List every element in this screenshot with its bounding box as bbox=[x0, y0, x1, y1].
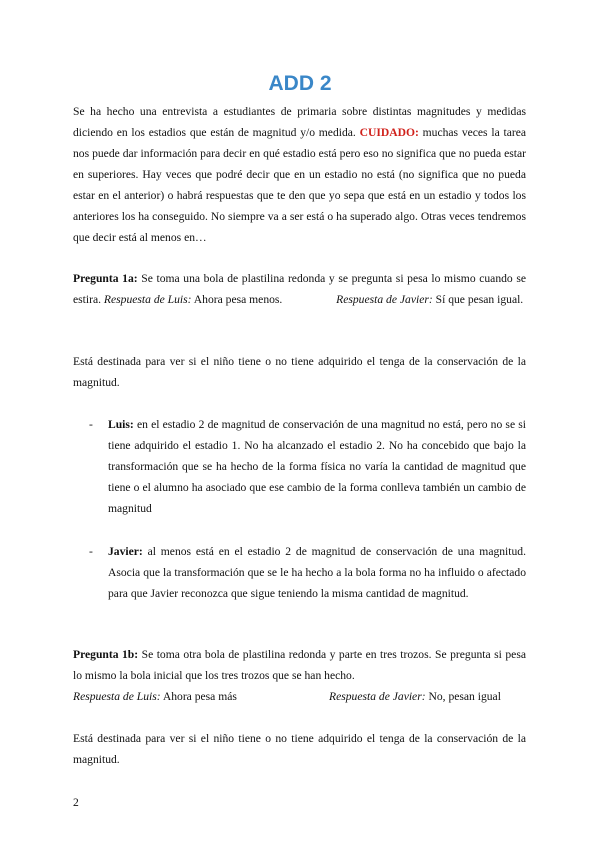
bullet-javier bbox=[108, 541, 526, 604]
bullet-javier-text: al menos está en el estadio 2 de magnitud de conservación de una magnitud. Asocia que la transformación que se le ha hecho a la bola forma no ha influido o afectado para que Javier reconozca que sigue teniendo la misma cantidad de magnitud. bbox=[108, 545, 526, 600]
bullet-javier-name: Javier: bbox=[108, 545, 143, 558]
intro-text-2: muchas veces la tarea nos puede dar información para decir en qué estadio está pero eso no significa que no pueda estar en superiores. Hay veces que podré decir que en un estadio no está (no significa que no pueda estar en el anterior) o habrá respuestas que te den que yo sepa que está en un estadio y todos los anteriores los ha conseguido. No siempre va a ser está o ha superado algo. Otras veces tendremos que decir está al menos en… bbox=[73, 126, 526, 244]
question-1a bbox=[73, 268, 526, 310]
intro-text-1: Se ha hecho una entrevista a estudiantes de primaria sobre distintas magnitudes y medidas diciendo en los estadios que están de magnitud y/o medida. bbox=[73, 105, 526, 139]
bullet-marker-luis: - bbox=[89, 418, 93, 431]
answer-luis-1b-label: Respuesta de Luis: bbox=[73, 690, 161, 703]
answer-javier-1a: Sí que pesan igual. bbox=[435, 293, 524, 306]
answer-luis-1a-label: Respuesta de Luis: bbox=[103, 293, 192, 306]
answer-javier-1b: No, pesan igual bbox=[428, 690, 501, 703]
page-number: 2 bbox=[73, 796, 79, 809]
answer-luis-1b: Ahora pesa más bbox=[162, 690, 237, 703]
question-1a-text: Se toma una bola de plastilina redonda y se pregunta si pesa lo mismo cuando se estira. bbox=[73, 272, 527, 306]
question-1b-text: Se toma otra bola de plastilina redonda y parte en tres trozos. Se pregunta si pesa lo mismo la bola inicial que los tres trozos que se han hecho. bbox=[73, 648, 526, 682]
page-title: ADD 2 bbox=[268, 72, 332, 95]
question-1b bbox=[73, 644, 526, 686]
answer-luis-1a: Ahora pesa menos. bbox=[193, 293, 283, 306]
question-1b-answers bbox=[73, 686, 526, 707]
intro-paragraph bbox=[73, 101, 526, 248]
bullet-marker-javier: - bbox=[89, 545, 93, 558]
question-1a-purpose: Está destinada para ver si el niño tiene o no tiene adquirido el tenga de la conservación de la magnitud. bbox=[73, 355, 526, 389]
question-1a-label: Pregunta 1a: bbox=[73, 272, 138, 285]
bullet-luis-text: en el estadio 2 de magnitud de conservación de una magnitud no está, pero no se si tiene adquirido el estadio 1. No ha alcanzado el estadio 2. No ha concebido que bajo la transformación que se ha hecho de la forma física no varía la cantidad de magnitud que tiene o el alumno ha asociado que ese cambio de la forma conlleva también un cambio de magnitud bbox=[108, 418, 526, 515]
warning-label: CUIDADO: bbox=[359, 126, 419, 139]
answer-javier-1b-label: Respuesta de Javier: bbox=[329, 690, 426, 703]
bullet-luis-name: Luis: bbox=[108, 418, 134, 431]
bullet-luis bbox=[108, 414, 526, 519]
question-1b-label: Pregunta 1b: bbox=[73, 648, 139, 661]
question-1b-purpose: Está destinada para ver si el niño tiene o no tiene adquirido el tenga de la conservación de la magnitud. bbox=[73, 732, 526, 766]
answer-javier-1a-label: Respuesta de Javier: bbox=[336, 293, 433, 306]
